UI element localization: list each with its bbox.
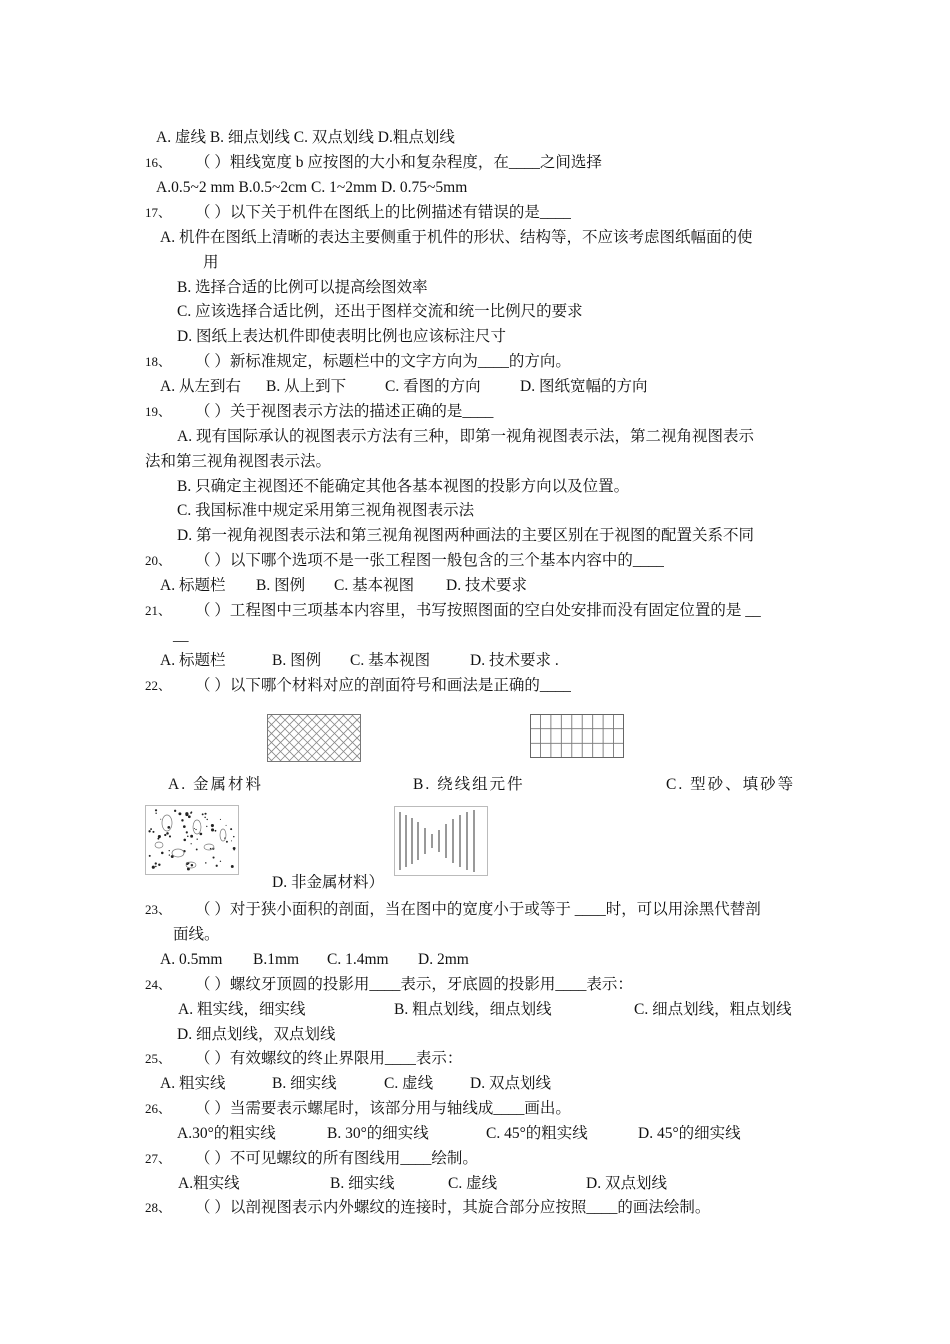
q18-number: 18、	[145, 354, 172, 369]
q22-question: （ ）以下哪个材料对应的剖面符号和画法是正确的____	[195, 677, 571, 694]
q20-number: 20、	[145, 553, 172, 568]
q17-option-b: B. 选择合适的比例可以提高绘图效率	[177, 279, 428, 296]
q24-question: （ ）螺纹牙顶圆的投影用____表示，牙底圆的投影用____表示：	[195, 976, 633, 993]
q24-option-c: C. 细点划线，粗点划线	[634, 1001, 792, 1018]
q27-option-d: D. 双点划线	[586, 1175, 667, 1192]
q16-number: 16、	[145, 155, 172, 170]
q19-option-a-cont: 法和第三视角视图表示法。	[145, 453, 332, 470]
q21-option-a: A. 标题栏	[160, 652, 226, 669]
q26-option-d: D. 45°的细实线	[638, 1125, 741, 1142]
q25-option-d: D. 双点划线	[470, 1075, 551, 1092]
q18-question: （ ）新标准规定，标题栏中的文字方向为____的方向。	[195, 353, 571, 370]
q22-option-c: C. 型砂、填砂等	[666, 776, 796, 793]
q26-number: 26、	[145, 1101, 172, 1116]
q21-option-d: D. 技术要求 .	[470, 652, 559, 669]
q22-number: 22、	[145, 678, 172, 693]
vertical-lines-pattern-icon	[394, 806, 488, 876]
q20-question: （ ）以下哪个选项不是一张工程图一般包含的三个基本内容中的____	[195, 552, 664, 569]
crosshatch-pattern-icon	[267, 714, 361, 762]
q21-question: （ ）工程图中三项基本内容里，书写按照图面的空白处安排而没有固定位置的是 __	[195, 602, 761, 619]
q23-option-b: B.1mm	[253, 951, 300, 968]
q25-option-c: C. 虚线	[384, 1075, 434, 1092]
q19-option-a: A. 现有国际承认的视图表示方法有三种，即第一视角视图表示法，第二视角视图表示	[177, 428, 754, 445]
q27-option-b: B. 细实线	[330, 1175, 395, 1192]
q24-option-a: A. 粗实线，细实线	[178, 1001, 306, 1018]
q23-number: 23、	[145, 902, 172, 917]
q17-option-d: D. 图纸上表达机件即使表明比例也应该标注尺寸	[177, 328, 506, 345]
q21-option-c: C. 基本视图	[350, 652, 431, 669]
q21-number: 21、	[145, 603, 172, 618]
grid-pattern-icon	[530, 714, 624, 758]
q22-option-d: D. 非金属材料）	[272, 874, 384, 891]
q26-option-a: A.30°的粗实线	[177, 1125, 276, 1142]
sand-pattern-icon	[145, 805, 239, 875]
q23-question: （ ）对于狭小面积的剖面，当在图中的宽度小于或等于 ____时，可以用涂黑代替剖	[195, 901, 761, 918]
q21-question-cont: __	[173, 627, 189, 644]
q19-option-d: D. 第一视角视图表示法和第三视角视图两种画法的主要区别在于视图的配置关系不同	[177, 527, 754, 544]
q26-question: （ ）当需要表示螺尾时，该部分用与轴线成____画出。	[195, 1100, 571, 1117]
q21-option-b: B. 图例	[272, 652, 322, 669]
q27-option-a: A.粗实线	[178, 1175, 240, 1192]
q24-option-b: B. 粗点划线，细点划线	[394, 1001, 552, 1018]
q17-number: 17、	[145, 205, 172, 220]
q23-option-c: C. 1.4mm	[327, 951, 389, 968]
q20-option-c: C. 基本视图	[334, 577, 415, 594]
q19-question: （ ）关于视图表示方法的描述正确的是____	[195, 403, 494, 420]
q20-option-d: D. 技术要求	[446, 577, 527, 594]
q15-options: A. 虚线 B. 细点划线 C. 双点划线 D.粗点划线	[156, 129, 455, 146]
q22-option-a: A. 金属材料	[168, 776, 263, 793]
q19-option-b: B. 只确定主视图还不能确定其他各基本视图的投影方向以及位置。	[177, 478, 630, 495]
q24-option-d: D. 细点划线，双点划线	[177, 1026, 336, 1043]
q18-option-b: B. 从上到下	[266, 378, 347, 395]
q17-option-a-cont: 用	[203, 254, 219, 271]
q28-question: （ ）以剖视图表示内外螺纹的连接时，其旋合部分应按照____的画法绘制。	[195, 1199, 711, 1216]
q18-option-c: C. 看图的方向	[385, 378, 481, 395]
q22-option-b: B. 绕线组元件	[413, 776, 525, 793]
q28-number: 28、	[145, 1200, 172, 1215]
q27-question: （ ）不可见螺纹的所有图线用____绘制。	[195, 1150, 478, 1167]
q25-option-b: B. 细实线	[272, 1075, 337, 1092]
q25-number: 25、	[145, 1051, 172, 1066]
q17-option-c: C. 应该选择合适比例，还出于图样交流和统一比例尺的要求	[177, 303, 583, 320]
q24-number: 24、	[145, 977, 172, 992]
q26-option-c: C. 45°的粗实线	[486, 1125, 588, 1142]
q18-option-d: D. 图纸宽幅的方向	[520, 378, 648, 395]
q17-option-a: A. 机件在图纸上清晰的表达主要侧重于机件的形状、结构等，不应该考虑图纸幅面的使	[160, 229, 753, 246]
q17-question: （ ）以下关于机件在图纸上的比例描述有错误的是____	[195, 204, 571, 221]
q16-options: A.0.5~2 mm B.0.5~2cm C. 1~2mm D. 0.75~5mm	[156, 179, 468, 196]
q27-option-c: C. 虚线	[448, 1175, 498, 1192]
q26-option-b: B. 30°的细实线	[327, 1125, 429, 1142]
q19-option-c: C. 我国标准中规定采用第三视角视图表示法	[177, 502, 475, 519]
q23-question-cont: 面线。	[173, 926, 220, 943]
q20-option-a: A. 标题栏	[160, 577, 226, 594]
q23-option-d: D. 2mm	[418, 951, 469, 968]
q25-option-a: A. 粗实线	[160, 1075, 226, 1092]
q20-option-b: B. 图例	[256, 577, 306, 594]
q23-option-a: A. 0.5mm	[160, 951, 223, 968]
q25-question: （ ）有效螺纹的终止界限用____表示：	[195, 1050, 463, 1067]
q18-option-a: A. 从左到右	[160, 378, 241, 395]
q16-question: （ ）粗线宽度 b 应按图的大小和复杂程度，在____之间选择	[195, 154, 602, 171]
q19-number: 19、	[145, 404, 172, 419]
q27-number: 27、	[145, 1151, 172, 1166]
